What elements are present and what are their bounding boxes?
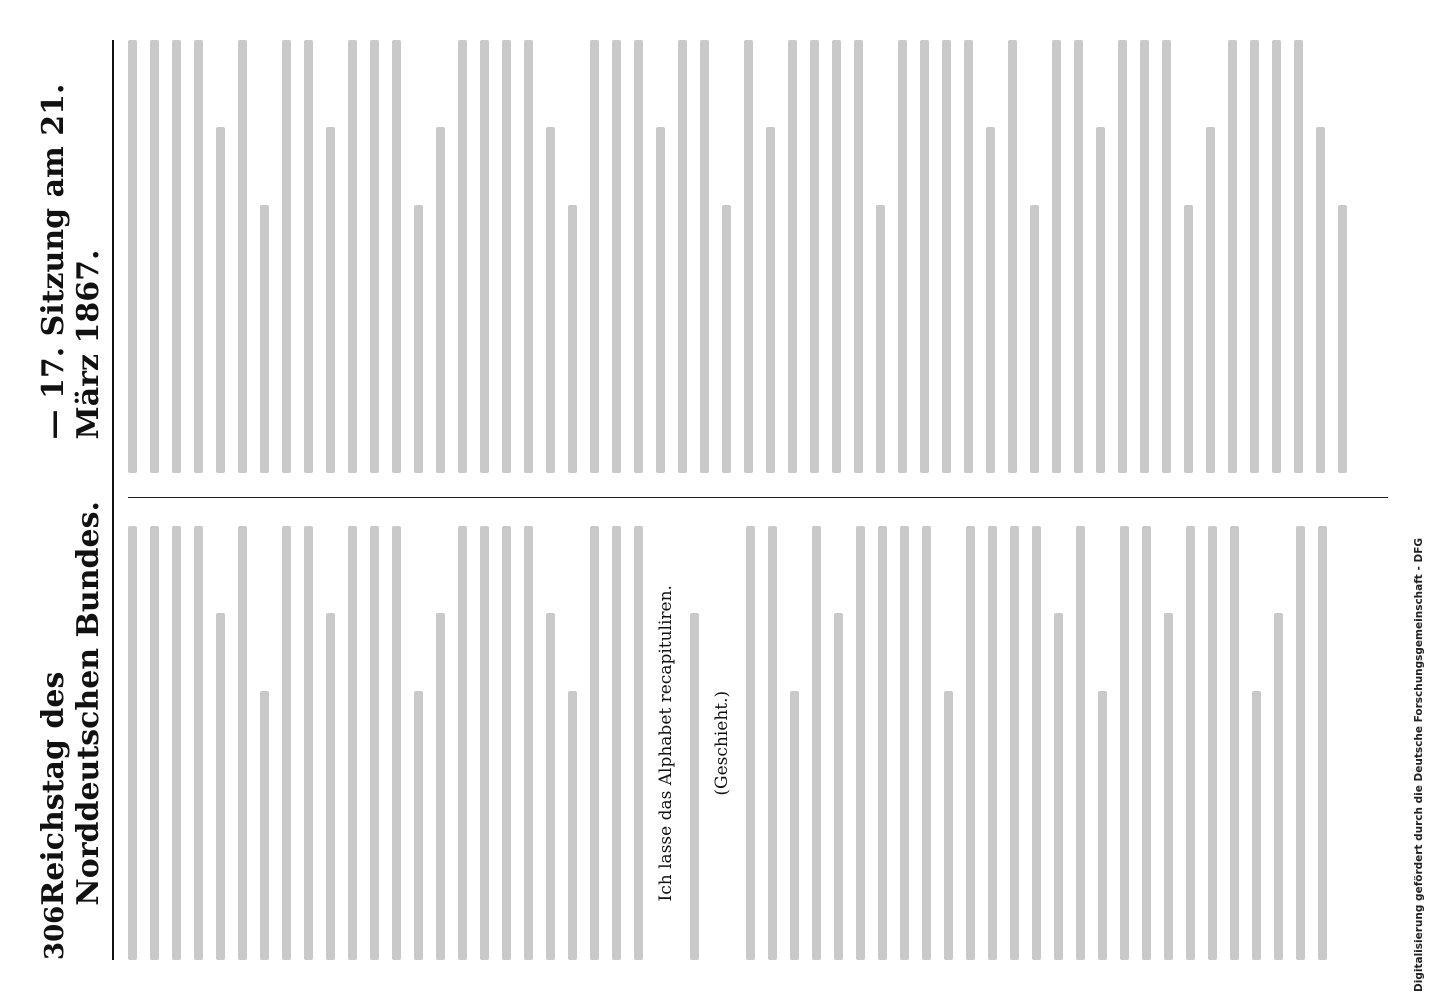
illegible-text-line (944, 691, 953, 960)
illegible-text-line (436, 127, 445, 474)
illegible-text-line (920, 40, 929, 474)
illegible-text-line (612, 527, 621, 961)
illegible-text-line (1140, 40, 1149, 474)
illegible-text-line (546, 127, 555, 474)
illegible-text-line (282, 527, 291, 961)
dfg-note: Digitalisierung gefördert durch die Deutsche Forschungsgemeinschaft - DFG (1413, 538, 1425, 992)
illegible-text-line (898, 40, 907, 474)
illegible-text-line (854, 40, 863, 474)
illegible-text-line (812, 527, 821, 961)
illegible-text-line (128, 40, 137, 474)
illegible-text-line (1142, 527, 1151, 961)
illegible-text-line (128, 527, 137, 961)
illegible-text-line (1296, 527, 1305, 961)
illegible-text-line (922, 527, 931, 961)
illegible-text-line (150, 40, 159, 474)
illegible-text-line (194, 527, 203, 961)
illegible-text-line (326, 613, 335, 960)
illegible-text-line (1076, 527, 1085, 961)
illegible-text-line (502, 40, 511, 474)
illegible-text-line (304, 40, 313, 474)
illegible-text-line (942, 40, 951, 474)
illegible-text-line (1098, 691, 1107, 960)
illegible-text-line (568, 205, 577, 474)
illegible-text-line (172, 40, 181, 474)
illegible-text-line (414, 691, 423, 960)
illegible-text-line (1054, 613, 1063, 960)
illegible-text-line (678, 40, 687, 474)
illegible-text-line (1008, 40, 1017, 474)
illegible-text-line (746, 527, 755, 961)
illegible-text-line (282, 40, 291, 474)
illegible-text-line (1318, 527, 1327, 961)
illegible-text-line (1230, 527, 1239, 961)
illegible-text-line (788, 40, 797, 474)
legible-line: Ich lasse das Alphabet recapituliren. (656, 585, 676, 902)
illegible-text-line (986, 127, 995, 474)
illegible-text-line (546, 613, 555, 960)
illegible-text-line (1294, 40, 1303, 474)
illegible-text-line (216, 127, 225, 474)
illegible-text-line (634, 40, 643, 474)
illegible-text-line (524, 527, 533, 961)
illegible-text-line (260, 205, 269, 474)
illegible-text-line (480, 527, 489, 961)
illegible-text-line (1228, 40, 1237, 474)
illegible-text-line (612, 40, 621, 474)
illegible-text-line (1206, 127, 1215, 474)
illegible-text-line (1120, 527, 1129, 961)
illegible-text-line (768, 527, 777, 961)
illegible-text-line (1074, 40, 1083, 474)
illegible-text-line (458, 40, 467, 474)
illegible-text-line (1316, 127, 1325, 474)
illegible-text-line (964, 40, 973, 474)
left-running-title: Reichstag des Norddeutschen Bundes. (36, 501, 106, 906)
illegible-text-line (878, 527, 887, 961)
illegible-text-line (458, 527, 467, 961)
illegible-text-line (326, 127, 335, 474)
illegible-text-line (1052, 40, 1061, 474)
illegible-text-line (370, 527, 379, 961)
illegible-text-line (876, 205, 885, 474)
illegible-text-line (1208, 527, 1217, 961)
page-header (36, 40, 114, 960)
illegible-text-line (1252, 691, 1261, 960)
illegible-text-line (590, 527, 599, 961)
illegible-text-line (832, 40, 841, 474)
illegible-text-line (900, 527, 909, 961)
illegible-text-line (524, 40, 533, 474)
illegible-text-line (810, 40, 819, 474)
illegible-text-line (1164, 613, 1173, 960)
illegible-text-line (392, 527, 401, 961)
right-running-title: — 17. Sitzung am 21. März 1867. (36, 83, 106, 440)
illegible-text-line (590, 40, 599, 474)
illegible-text-line (1030, 205, 1039, 474)
illegible-text-line (722, 205, 731, 474)
illegible-text-line (216, 613, 225, 960)
illegible-text-line (690, 613, 699, 960)
illegible-text-line (194, 40, 203, 474)
illegible-text-line (988, 527, 997, 961)
illegible-text-line (172, 527, 181, 961)
legible-line: (Geschieht.) (712, 690, 732, 796)
illegible-text-line (1186, 527, 1195, 961)
illegible-text-line (856, 527, 865, 961)
illegible-text-line (834, 613, 843, 960)
illegible-text-line (966, 527, 975, 961)
illegible-text-line (348, 40, 357, 474)
illegible-text-line (1118, 40, 1127, 474)
illegible-text-line (1162, 40, 1171, 474)
illegible-text-line (150, 527, 159, 961)
illegible-text-line (1338, 205, 1347, 474)
illegible-text-line (1096, 127, 1105, 474)
illegible-text-line (1250, 40, 1259, 474)
right-column (128, 40, 1388, 499)
illegible-text-line (1184, 205, 1193, 474)
illegible-text-line (656, 127, 665, 474)
illegible-text-line (414, 205, 423, 474)
illegible-text-line (1274, 613, 1283, 960)
illegible-text-line (634, 527, 643, 961)
illegible-text-line (370, 40, 379, 474)
illegible-text-line (1032, 527, 1041, 961)
page-number: 306 (40, 905, 70, 960)
illegible-text-line (238, 527, 247, 961)
illegible-text-line (502, 527, 511, 961)
illegible-text-line (238, 40, 247, 474)
illegible-text-line (700, 40, 709, 474)
illegible-text-line (436, 613, 445, 960)
illegible-text-line (766, 127, 775, 474)
illegible-text-line (260, 691, 269, 960)
illegible-text-line (568, 691, 577, 960)
illegible-text-line (392, 40, 401, 474)
illegible-text-line (744, 40, 753, 474)
illegible-text-line (790, 691, 799, 960)
illegible-text-line (348, 527, 357, 961)
illegible-text-line (1272, 40, 1281, 474)
illegible-text-line (1010, 527, 1019, 961)
illegible-text-line (480, 40, 489, 474)
left-column (128, 527, 1388, 961)
illegible-text-line (304, 527, 313, 961)
